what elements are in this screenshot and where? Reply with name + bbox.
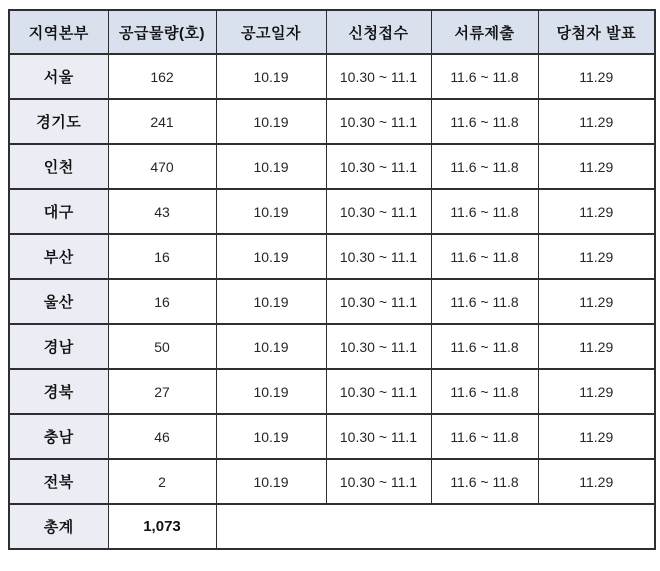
application-period-value: 10.30 ~ 11.1 [326, 414, 431, 459]
notice-date-value: 10.19 [216, 234, 326, 279]
supply-value: 162 [108, 54, 216, 99]
total-label: 총계 [9, 504, 108, 549]
documents-period-value: 11.6 ~ 11.8 [431, 369, 538, 414]
notice-date-value: 10.19 [216, 279, 326, 324]
region-label: 대구 [9, 189, 108, 234]
application-period-value: 10.30 ~ 11.1 [326, 99, 431, 144]
supply-value: 2 [108, 459, 216, 504]
table-row-seoul [9, 54, 655, 99]
winner-date-value: 11.29 [538, 369, 655, 414]
table-row-gyeongnam [9, 324, 655, 369]
table-row-jeonbuk [9, 459, 655, 504]
supply-value: 470 [108, 144, 216, 189]
table-row-chungnam [9, 414, 655, 459]
notice-date-value: 10.19 [216, 459, 326, 504]
region-label: 경북 [9, 369, 108, 414]
region-label: 울산 [9, 279, 108, 324]
header-cell-application: 신청접수 [326, 10, 431, 54]
header-cell-documents: 서류제출 [431, 10, 538, 54]
documents-period-value: 11.6 ~ 11.8 [431, 324, 538, 369]
application-period-value: 10.30 ~ 11.1 [326, 234, 431, 279]
application-period-value: 10.30 ~ 11.1 [326, 459, 431, 504]
total-empty-cell [216, 504, 655, 549]
supply-value: 241 [108, 99, 216, 144]
winner-date-value: 11.29 [538, 324, 655, 369]
winner-date-value: 11.29 [538, 189, 655, 234]
supply-value: 16 [108, 234, 216, 279]
total-supply-value: 1,073 [108, 504, 216, 549]
header-cell-region: 지역본부 [9, 10, 108, 54]
table-row-gyeonggi [9, 99, 655, 144]
total-row [9, 504, 655, 549]
notice-date-value: 10.19 [216, 369, 326, 414]
winner-date-value: 11.29 [538, 144, 655, 189]
documents-period-value: 11.6 ~ 11.8 [431, 459, 538, 504]
documents-period-value: 11.6 ~ 11.8 [431, 189, 538, 234]
documents-period-value: 11.6 ~ 11.8 [431, 99, 538, 144]
winner-date-value: 11.29 [538, 54, 655, 99]
supply-value: 43 [108, 189, 216, 234]
table-row-daegu [9, 189, 655, 234]
application-period-value: 10.30 ~ 11.1 [326, 189, 431, 234]
supply-value: 27 [108, 369, 216, 414]
region-label: 충남 [9, 414, 108, 459]
region-label: 경남 [9, 324, 108, 369]
region-label: 경기도 [9, 99, 108, 144]
supply-value: 46 [108, 414, 216, 459]
documents-period-value: 11.6 ~ 11.8 [431, 234, 538, 279]
regional-supply-schedule-table [8, 9, 656, 550]
notice-date-value: 10.19 [216, 189, 326, 234]
documents-period-value: 11.6 ~ 11.8 [431, 144, 538, 189]
region-label: 부산 [9, 234, 108, 279]
supply-value: 50 [108, 324, 216, 369]
winner-date-value: 11.29 [538, 234, 655, 279]
application-period-value: 10.30 ~ 11.1 [326, 144, 431, 189]
header-cell-winner: 당첨자 발표 [538, 10, 655, 54]
header-cell-notice-date: 공고일자 [216, 10, 326, 54]
table-row-busan [9, 234, 655, 279]
header-row [9, 10, 655, 54]
notice-date-value: 10.19 [216, 144, 326, 189]
winner-date-value: 11.29 [538, 414, 655, 459]
documents-period-value: 11.6 ~ 11.8 [431, 54, 538, 99]
region-label: 서울 [9, 54, 108, 99]
table-row-incheon [9, 144, 655, 189]
application-period-value: 10.30 ~ 11.1 [326, 279, 431, 324]
table-row-ulsan [9, 279, 655, 324]
winner-date-value: 11.29 [538, 459, 655, 504]
notice-date-value: 10.19 [216, 414, 326, 459]
documents-period-value: 11.6 ~ 11.8 [431, 414, 538, 459]
notice-date-value: 10.19 [216, 54, 326, 99]
application-period-value: 10.30 ~ 11.1 [326, 54, 431, 99]
application-period-value: 10.30 ~ 11.1 [326, 324, 431, 369]
notice-date-value: 10.19 [216, 324, 326, 369]
documents-period-value: 11.6 ~ 11.8 [431, 279, 538, 324]
application-period-value: 10.30 ~ 11.1 [326, 369, 431, 414]
table-row-gyeongbuk [9, 369, 655, 414]
header-cell-supply: 공급물량(호) [108, 10, 216, 54]
winner-date-value: 11.29 [538, 279, 655, 324]
region-label: 인천 [9, 144, 108, 189]
winner-date-value: 11.29 [538, 99, 655, 144]
supply-value: 16 [108, 279, 216, 324]
region-label: 전북 [9, 459, 108, 504]
notice-date-value: 10.19 [216, 99, 326, 144]
